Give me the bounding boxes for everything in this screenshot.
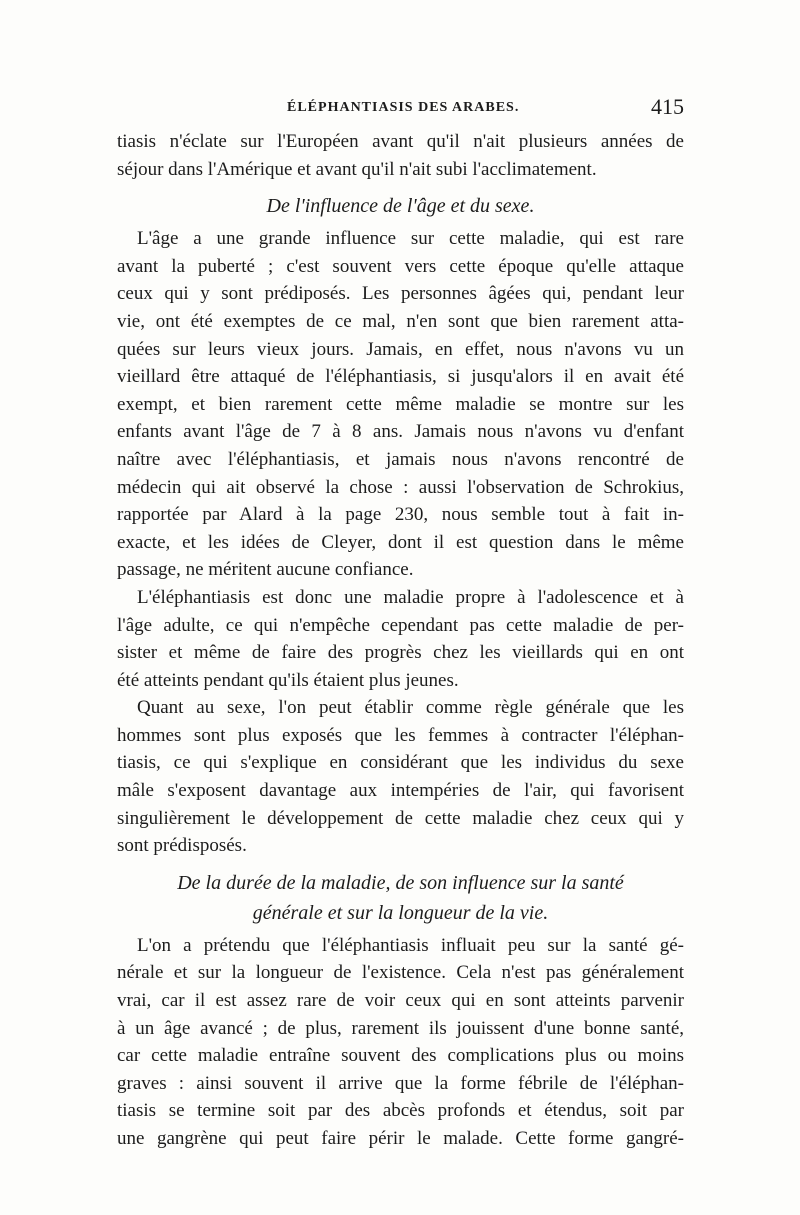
- text-line: singulièrement le développement de cette maladie chez ceux qui y: [117, 807, 684, 829]
- text-line: vie, ont été exemptes de ce mal, n'en sont que bien rarement atta-: [117, 310, 684, 332]
- paragraph-first-line: L'âge a une grande influence sur cette maladie, qui est rare: [137, 228, 684, 250]
- page-header: [117, 94, 684, 122]
- text-line: avant la puberté ; c'est souvent vers cette époque qu'elle attaque: [117, 255, 684, 277]
- page-body: [117, 128, 684, 1153]
- page-number: 415: [651, 94, 684, 119]
- section-heading: De l'influence de l'âge et du sexe.: [266, 195, 535, 218]
- text-line: sont prédisposés.: [117, 835, 247, 857]
- text-line: vieillard être attaqué de l'éléphantiasis, si jusqu'alors il en avait été: [117, 366, 684, 388]
- text-line: ceux qui y sont prédiposés. Les personnes âgées qui, pendant leur: [117, 283, 684, 305]
- paragraph-first-line: L'éléphantiasis est donc une maladie propre à l'adolescence et à: [137, 586, 684, 608]
- section-heading: De la durée de la maladie, de son influence sur la santé: [177, 871, 624, 894]
- text-line: exempt, et bien rarement cette même maladie se montre sur les: [117, 393, 684, 415]
- text-line: mâle s'exposent davantage aux intempéries de l'air, qui favorisent: [117, 780, 684, 802]
- text-line: été atteints pendant qu'ils étaient plus jeunes.: [117, 669, 459, 691]
- text-line: tiasis se termine soit par des abcès profonds et étendus, soit par: [117, 1100, 684, 1122]
- text-line: médecin qui ait observé la chose : aussi l'observation de Schrokius,: [117, 476, 684, 498]
- text-line: vrai, car il est assez rare de voir ceux qui en sont atteints parvenir: [117, 990, 684, 1012]
- text-line: graves : ainsi souvent il arrive que la forme fébrile de l'éléphan-: [117, 1072, 684, 1094]
- section-heading: générale et sur la longueur de la vie.: [252, 901, 549, 924]
- text-line: enfants avant l'âge de 7 à 8 ans. Jamais nous n'avons vu d'enfant: [117, 421, 684, 443]
- text-line: l'âge adulte, ce qui n'empêche cependant pas cette maladie de per-: [117, 614, 684, 636]
- text-line: exacte, et les idées de Cleyer, dont il est question dans le même: [117, 531, 684, 553]
- text-line: une gangrène qui peut faire périr le malade. Cette forme gangré-: [117, 1128, 684, 1149]
- text-line: hommes sont plus exposés que les femmes à contracter l'éléphan-: [117, 724, 684, 746]
- paragraph-first-line: L'on a prétendu que l'éléphantiasis influait peu sur la santé gé-: [137, 934, 684, 956]
- text-line: quées sur leurs vieux jours. Jamais, en effet, nous n'avons vu un: [117, 338, 684, 360]
- text-line: tiasis n'éclate sur l'Européen avant qu'il n'ait plusieurs années de: [117, 131, 684, 152]
- text-line: rapportée par Alard à la page 230, nous semble tout à fait in-: [117, 504, 684, 526]
- text-line: nérale et sur la longueur de l'existence. Cela n'est pas généralement: [117, 962, 684, 984]
- text-line: passage, ne méritent aucune confiance.: [117, 559, 414, 581]
- text-line: tiasis, ce qui s'explique en considérant que les individus du sexe: [117, 752, 684, 774]
- text-line: sister et même de faire des progrès chez les vieillards qui en ont: [117, 642, 684, 664]
- text-line: séjour dans l'Amérique et avant qu'il n'ait subi l'acclimatement.: [117, 158, 597, 180]
- text-line: à un âge avancé ; de plus, rarement ils jouissent d'une bonne santé,: [117, 1017, 684, 1039]
- running-title: ÉLÉPHANTIASIS DES ARABES.: [287, 100, 520, 115]
- paragraph-first-line: Quant au sexe, l'on peut établir comme règle générale que les: [137, 697, 684, 719]
- text-line: naître avec l'éléphantiasis, et jamais nous n'avons rencontré de: [117, 448, 684, 470]
- text-line: car cette maladie entraîne souvent des complications plus ou moins: [117, 1045, 684, 1067]
